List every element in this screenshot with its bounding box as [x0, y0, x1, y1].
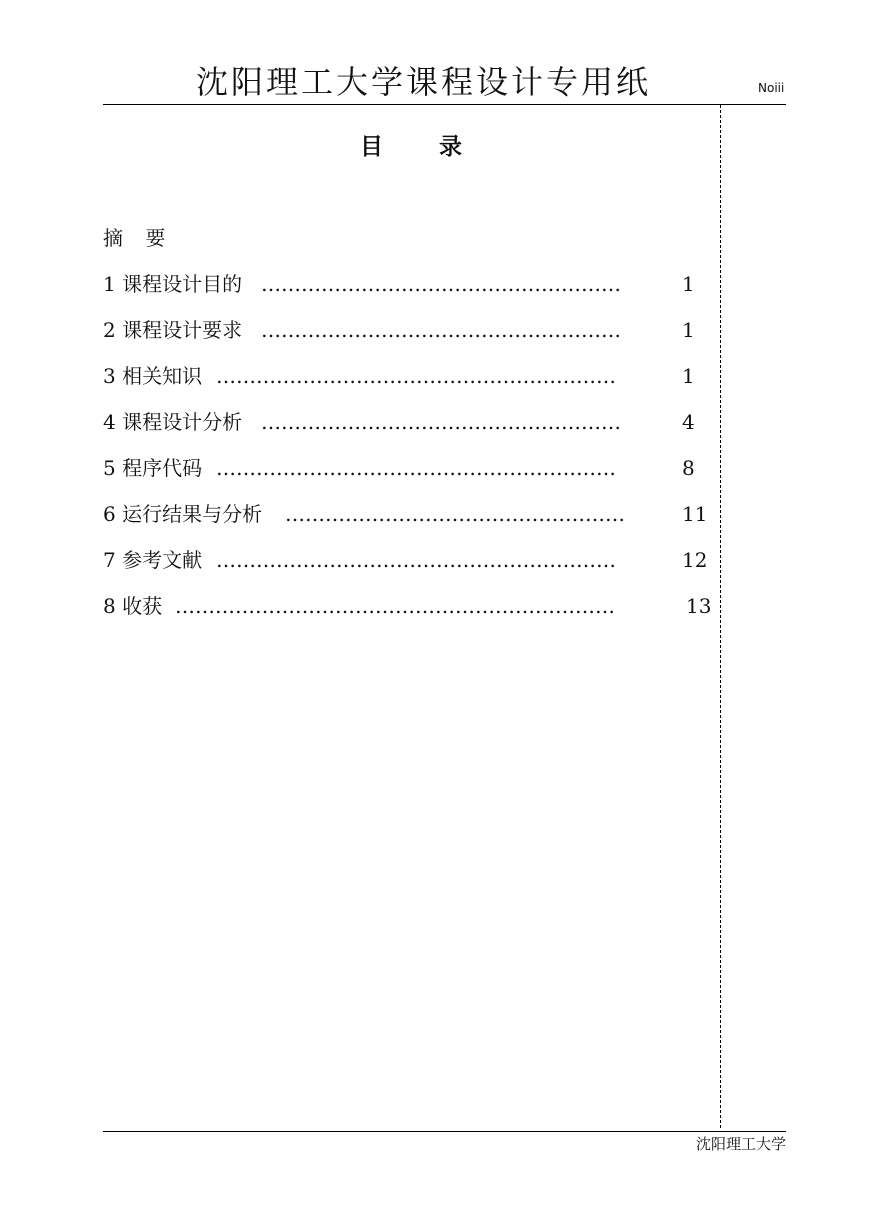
page-header-title: 沈阳理工大学课程设计专用纸 [196, 63, 652, 101]
toc-entry [103, 407, 723, 453]
toc-entry-leader: …………………………………………………… [216, 364, 616, 388]
page-number: Noiii [758, 81, 785, 95]
toc-entry [103, 361, 723, 407]
toc-entry-page: 11 [682, 502, 708, 526]
toc-entry-page: 8 [682, 456, 695, 480]
toc-entry-label: 3 相关知识 [103, 364, 203, 388]
toc-entry-leader: …………………………………………………… [216, 548, 616, 572]
footer-university-name: 沈阳理工大学 [695, 1135, 786, 1153]
toc-entry [103, 545, 723, 591]
toc-list [103, 269, 723, 637]
toc-entry-label: 2 课程设计要求 [103, 318, 243, 342]
header-rule [103, 104, 786, 105]
toc-entry-leader: ……………………………………………… [261, 318, 621, 342]
toc-entry-label: 1 课程设计目的 [103, 272, 243, 296]
toc-entry-leader: …………………………………………………… [216, 456, 616, 480]
toc-entry-label: 7 参考文献 [103, 548, 203, 572]
toc-entry-page: 13 [686, 594, 712, 618]
toc-entry-leader: ……………………………………………… [261, 410, 621, 434]
toc-entry-leader: …………………………………………… [285, 502, 625, 526]
toc-entry-label: 5 程序代码 [103, 456, 203, 480]
toc-entry-page: 1 [682, 364, 695, 388]
toc-entry-label: 8 收获 [103, 594, 163, 618]
footer-rule [103, 1131, 786, 1132]
toc-title: 目 录 [360, 134, 487, 160]
toc-entry-page: 4 [682, 410, 695, 434]
toc-entry [103, 499, 723, 545]
toc-entry-page: 12 [682, 548, 708, 572]
toc-entry-leader: ……………………………………………… [261, 272, 621, 296]
toc-entry-label: 6 运行结果与分析 [103, 502, 263, 526]
toc-entry-label: 4 课程设计分析 [103, 410, 243, 434]
toc-entry [103, 591, 723, 637]
toc-entry [103, 269, 723, 315]
toc-entry-page: 1 [682, 272, 695, 296]
toc-entry [103, 453, 723, 499]
toc-abstract-entry: 摘 要 [103, 226, 174, 250]
toc-entry [103, 315, 723, 361]
toc-entry-page: 1 [682, 318, 695, 342]
toc-entry-leader: ………………………………………………………… [175, 594, 615, 618]
